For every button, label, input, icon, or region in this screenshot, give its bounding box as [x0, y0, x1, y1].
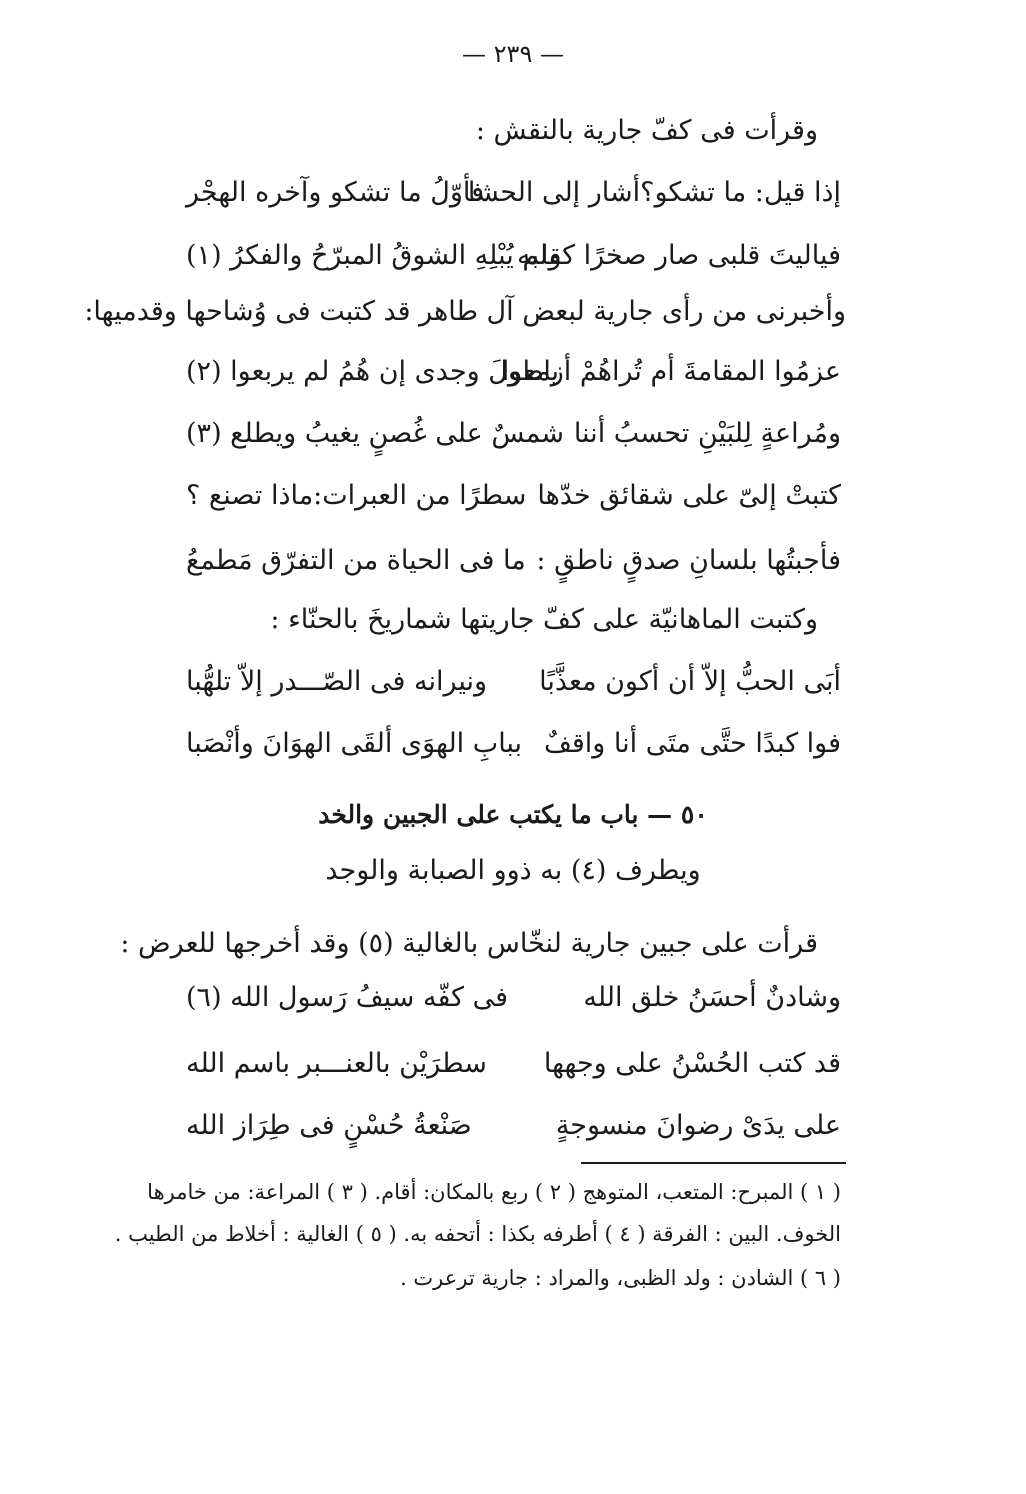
intro-paragraph-1: وقرأت فى كفّ جارية بالنقش :	[475, 115, 818, 146]
verse-hemistich-second: ببابِ الهوَى ألقَى الهوَانَ وأنْصَبا	[186, 728, 523, 759]
verse-hemistich-second: فى كفّه سيفُ رَسول الله (٦)	[186, 982, 508, 1013]
verse-hemistich-second: ونيرانه فى الصّـــدر إلاّ تلهُّبا	[186, 666, 488, 697]
intro-paragraph-2: وأخبرنى من رأى جارية لبعض آل طاهر قد كتبت فى وُشاحها وقدميها:	[84, 296, 846, 327]
verse-hemistich-first: عزمُوا المقامةَ أم تُراهُمْ أزمعوا	[501, 356, 841, 387]
verse-hemistich-second: فأوّلُ ما تشكو وآخره الهجْر	[186, 177, 485, 208]
verse-hemistich-first: قد كتب الحُسْنُ على وجهها	[543, 1048, 841, 1079]
page-number: — ٢٣٩ —	[462, 40, 564, 68]
verse-hemistich-first: على يدَىْ رضوانَ منسوجةٍ	[555, 1110, 841, 1141]
verse-line	[186, 356, 841, 396]
verse-hemistich-first: فوا كبدًا حتَّى متَى أنا واقفٌ	[543, 728, 841, 759]
footnote-line: الخوف. البين : الفرقة ( ٤ ) أطرفه بكذا : أتحفه به. ( ٥ ) الغالية : أخلاط من الطيب .	[114, 1222, 841, 1246]
footnote-line: ( ٦ ) الشادن : ولد الظبى، والمراد : جارية ترعرت .	[400, 1266, 841, 1290]
verse-line	[186, 1110, 841, 1150]
verse-line	[186, 545, 841, 585]
verse-hemistich-second: سطرَيْن بالعنـــبر باسم الله	[186, 1048, 487, 1079]
verse-hemistich-first: كتبتْ إلىّ على شقائق خدّها	[537, 480, 841, 511]
verse-line	[186, 982, 841, 1022]
footnote-divider	[581, 1162, 846, 1164]
verse-hemistich-second: صَنْعةُ حُسْنٍ فى طِرَاز الله	[186, 1110, 472, 1141]
verse-hemistich-first: وشادنٌ أحسَنُ خلق الله	[583, 982, 841, 1013]
verse-hemistich-second: شمسٌ على غُصنٍ يغيبُ ويطلع (٣)	[186, 418, 565, 449]
verse-hemistich-first: فياليتَ قلبى صار صخرًا كقلبه	[516, 240, 841, 271]
verse-hemistich-second: سطرًا من العبرات:ماذا تصنع ؟	[186, 480, 527, 511]
section-heading: ٥٠ — باب ما يكتب على الجبين والخد	[318, 800, 708, 829]
verse-line	[186, 728, 841, 768]
verse-hemistich-second: ما فى الحياة من التفرّق مَطمعُ	[186, 545, 526, 576]
verse-line	[186, 666, 841, 706]
verse-line	[186, 240, 841, 280]
verse-hemistich-second: ياطولَ وجدى إن هُمُ لم يربعوا (٢)	[186, 356, 560, 387]
verse-line	[186, 418, 841, 458]
verse-line	[186, 480, 841, 520]
verse-line	[186, 1048, 841, 1088]
intro-paragraph-4: قرأت على جبين جارية لنخّاس بالغالية (٥) وقد أخرجها للعرض :	[120, 928, 818, 959]
verse-hemistich-second: ولم يُبْلِهِ الشوقُ المبرّحُ والفكرُ (١)	[186, 240, 562, 271]
intro-paragraph-3: وكتبت الماهانيّة على كفّ جاريتها شماريخَ بالحنّاء :	[270, 604, 818, 635]
verse-hemistich-first: أبَى الحبُّ إلاّ أن أكون معذَّبًا	[539, 666, 841, 697]
verse-hemistich-first: فأجبتُها بلسانِ صدقٍ ناطقٍ :	[536, 545, 841, 576]
verse-hemistich-first: إذا قيل: ما تشكو؟أشار إلى الحشا	[467, 177, 841, 208]
footnote-line: ( ١ ) المبرح: المتعب، المتوهج ( ٢ ) ربع بالمكان: أقام. ( ٣ ) المراعة: من خامرها	[147, 1180, 841, 1204]
verse-hemistich-first: ومُراعةٍ لِلبَيْنِ تحسبُ أننا	[573, 418, 841, 449]
section-subheading: ويطرف (٤) به ذوو الصبابة والوجد	[325, 855, 701, 886]
verse-line	[186, 177, 841, 217]
